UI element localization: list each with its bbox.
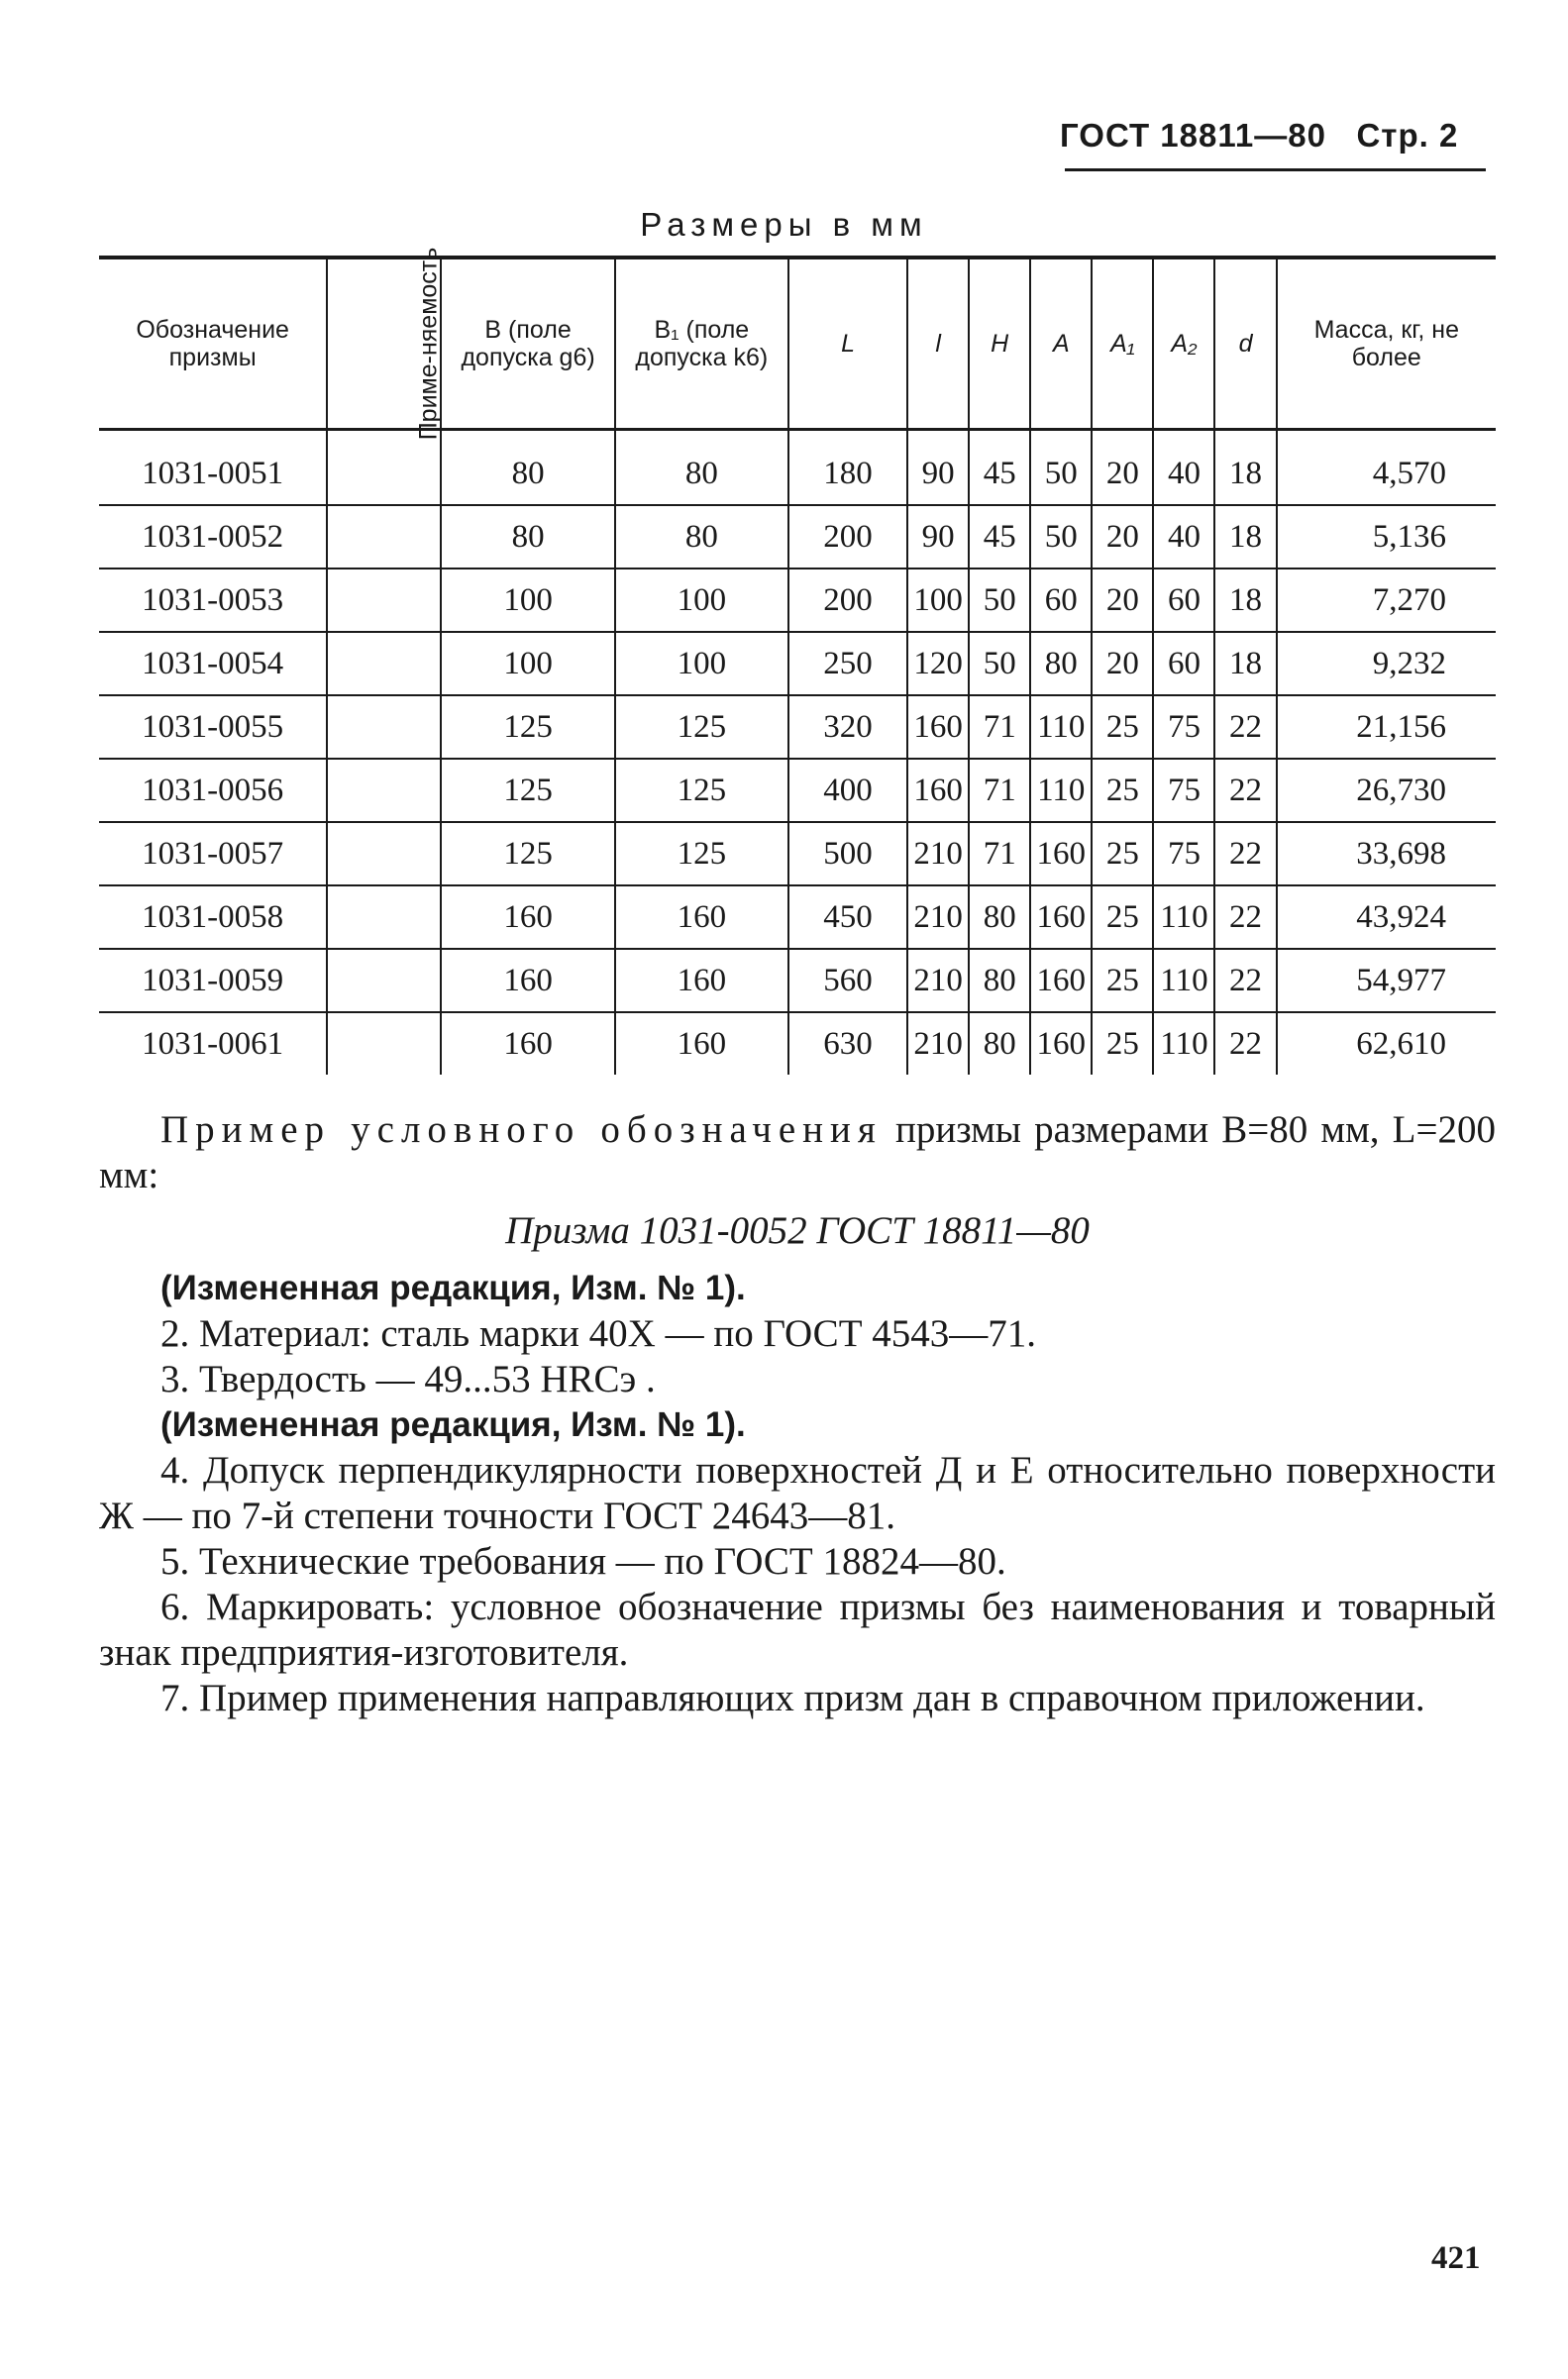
cell-A1: 25 [1092, 759, 1153, 822]
cell-applicability [327, 949, 441, 1012]
cell-code: 1031-0054 [99, 632, 327, 695]
col-header-A: A [1030, 258, 1092, 430]
cell-A: 160 [1030, 949, 1092, 1012]
changed-edition-note-2: (Измененная редакция, Изм. № 1). [160, 1405, 746, 1444]
cell-H: 50 [969, 632, 1030, 695]
cell-B1: 80 [615, 505, 788, 569]
cell-code: 1031-0059 [99, 949, 327, 1012]
cell-l: 90 [907, 505, 969, 569]
cell-mass: 62,610 [1277, 1012, 1496, 1075]
table-row [99, 759, 1496, 822]
cell-B1: 160 [615, 949, 788, 1012]
cell-A1: 25 [1092, 822, 1153, 885]
cell-A: 110 [1030, 695, 1092, 759]
col-header-A2: A₂ [1153, 258, 1214, 430]
col-header-l: l [907, 258, 969, 430]
col-header-designation: Обозначение призмы [99, 258, 327, 430]
note-item-4: 4. Допуск перпендикулярности поверхностей Д и Е относительно поверхности Ж — по 7-й степени точности ГОСТ 24643—81. [99, 1449, 1496, 1537]
cell-applicability [327, 885, 441, 949]
cell-A: 50 [1030, 430, 1092, 506]
example-rest: призмы размерами B=80 мм, L=200 мм: [99, 1108, 1496, 1196]
table-row [99, 1012, 1496, 1075]
col-header-B: B (поле допуска g6) [441, 258, 614, 430]
cell-l: 120 [907, 632, 969, 695]
cell-B: 125 [441, 759, 614, 822]
note-item-3: 3. Твердость — 49...53 HRCэ . [160, 1358, 656, 1400]
cell-A2: 60 [1153, 632, 1214, 695]
cell-mass: 7,270 [1277, 569, 1496, 632]
cell-mass: 5,136 [1277, 505, 1496, 569]
cell-L: 630 [788, 1012, 907, 1075]
cell-B1: 100 [615, 632, 788, 695]
cell-l: 210 [907, 822, 969, 885]
col-header-mass: Масса, кг, не более [1277, 258, 1496, 430]
page-header [1060, 117, 1496, 155]
cell-B: 160 [441, 885, 614, 949]
cell-H: 80 [969, 1012, 1030, 1075]
cell-A: 110 [1030, 759, 1092, 822]
cell-L: 180 [788, 430, 907, 506]
table-row [99, 949, 1496, 1012]
dimensions-table-wrap [99, 247, 1496, 1075]
cell-l: 160 [907, 759, 969, 822]
cell-A1: 25 [1092, 949, 1153, 1012]
cell-H: 71 [969, 822, 1030, 885]
col-header-applicability: Приме-няемость [327, 258, 441, 430]
cell-B1: 160 [615, 885, 788, 949]
cell-B: 100 [441, 632, 614, 695]
cell-l: 160 [907, 695, 969, 759]
dimensions-table [99, 247, 1496, 1075]
cell-d: 18 [1214, 569, 1276, 632]
cell-d: 18 [1214, 430, 1276, 506]
cell-l: 210 [907, 885, 969, 949]
cell-A1: 25 [1092, 885, 1153, 949]
cell-L: 320 [788, 695, 907, 759]
cell-A: 160 [1030, 885, 1092, 949]
cell-applicability [327, 822, 441, 885]
cell-A2: 110 [1153, 885, 1214, 949]
cell-B1: 160 [615, 1012, 788, 1075]
table-row [99, 695, 1496, 759]
cell-L: 500 [788, 822, 907, 885]
cell-A2: 60 [1153, 569, 1214, 632]
cell-A1: 20 [1092, 430, 1153, 506]
cell-L: 200 [788, 569, 907, 632]
cell-A2: 40 [1153, 430, 1214, 506]
cell-applicability [327, 695, 441, 759]
cell-d: 22 [1214, 1012, 1276, 1075]
cell-L: 560 [788, 949, 907, 1012]
cell-code: 1031-0061 [142, 1025, 284, 1062]
cell-code: 1031-0056 [99, 759, 327, 822]
cell-mass: 21,156 [1277, 695, 1496, 759]
cell-B: 160 [441, 1012, 614, 1075]
cell-mass: 9,232 [1277, 632, 1496, 695]
cell-d: 22 [1214, 885, 1276, 949]
changed-edition-note-1: (Измененная редакция, Изм. № 1). [160, 1269, 746, 1307]
cell-A: 160 [1030, 1012, 1092, 1075]
cell-A2: 110 [1153, 949, 1214, 1012]
cell-d: 18 [1214, 632, 1276, 695]
cell-mass: 26,730 [1277, 759, 1496, 822]
cell-d: 22 [1214, 822, 1276, 885]
table-row [99, 430, 1496, 506]
col-header-A1: A₁ [1092, 258, 1153, 430]
note-item-6: 6. Маркировать: условное обозначение призмы без наименования и товарный знак предприятия-изготовителя. [99, 1586, 1496, 1674]
cell-l: 100 [907, 569, 969, 632]
cell-code: 1031-0058 [99, 885, 327, 949]
cell-H: 71 [969, 759, 1030, 822]
cell-B: 100 [441, 569, 614, 632]
example-lead: Пример условного обозначения [160, 1108, 883, 1151]
cell-H: 45 [969, 505, 1030, 569]
example-paragraph [99, 1107, 1496, 1198]
cell-A: 160 [1030, 822, 1092, 885]
cell-code: 1031-0053 [99, 569, 327, 632]
cell-B1: 80 [615, 430, 788, 506]
cell-code: 1031-0051 [99, 430, 327, 506]
page-number: 421 [1431, 2240, 1481, 2276]
cell-B: 80 [441, 430, 614, 506]
cell-H: 45 [969, 430, 1030, 506]
cell-B: 160 [441, 949, 614, 1012]
cell-A2: 110 [1153, 1012, 1214, 1075]
cell-A2: 75 [1153, 759, 1214, 822]
col-header-L: L [788, 258, 907, 430]
body-text [99, 1107, 1496, 1721]
cell-B1: 125 [615, 695, 788, 759]
header-rule [1065, 168, 1486, 171]
cell-L: 450 [788, 885, 907, 949]
cell-B: 125 [441, 695, 614, 759]
cell-A: 80 [1030, 632, 1092, 695]
col-header-B1: B₁ (поле допуска k6) [615, 258, 788, 430]
cell-H: 50 [969, 569, 1030, 632]
cell-A1: 20 [1092, 632, 1153, 695]
cell-mass: 33,698 [1277, 822, 1496, 885]
cell-l: 90 [907, 430, 969, 506]
cell-B1: 125 [615, 822, 788, 885]
note-item-5: 5. Технические требования — по ГОСТ 18824—80. [160, 1540, 1006, 1583]
cell-code: 1031-0057 [99, 822, 327, 885]
cell-H: 80 [969, 885, 1030, 949]
cell-d: 22 [1214, 695, 1276, 759]
table-row [99, 885, 1496, 949]
cell-A: 50 [1030, 505, 1092, 569]
table-row [99, 632, 1496, 695]
cell-L: 400 [788, 759, 907, 822]
table-row [99, 822, 1496, 885]
cell-l: 210 [907, 949, 969, 1012]
dimensions-caption: Размеры в мм [640, 206, 928, 243]
cell-code: 1031-0052 [99, 505, 327, 569]
col-header-H: H [969, 258, 1030, 430]
note-item-7: 7. Пример применения направляющих призм дан в справочном приложении. [160, 1677, 1425, 1719]
cell-A1: 25 [1092, 1012, 1153, 1075]
cell-d: 22 [1214, 759, 1276, 822]
cell-d: 22 [1214, 949, 1276, 1012]
cell-B: 80 [441, 505, 614, 569]
cell-applicability [327, 430, 441, 506]
cell-applicability [327, 759, 441, 822]
example-designation: Призма 1031-0052 ГОСТ 18811—80 [505, 1209, 1090, 1252]
cell-applicability [327, 569, 441, 632]
cell-code: 1031-0055 [99, 695, 327, 759]
table-row [99, 569, 1496, 632]
table-row [99, 505, 1496, 569]
page-label: Стр. 2 [1356, 117, 1459, 154]
cell-A1: 20 [1092, 569, 1153, 632]
cell-B: 125 [441, 822, 614, 885]
col-header-d: d [1214, 258, 1276, 430]
cell-L: 200 [788, 505, 907, 569]
cell-A2: 40 [1153, 505, 1214, 569]
cell-B1: 125 [615, 759, 788, 822]
cell-B1: 100 [615, 569, 788, 632]
cell-A: 60 [1030, 569, 1092, 632]
note-item-2: 2. Материал: сталь марки 40Х — по ГОСТ 4543—71. [160, 1312, 1037, 1355]
standard-number: ГОСТ 18811—80 [1060, 117, 1326, 154]
cell-H: 80 [969, 949, 1030, 1012]
cell-mass: 43,924 [1277, 885, 1496, 949]
table-header-row [99, 258, 1496, 430]
cell-applicability [327, 632, 441, 695]
cell-A2: 75 [1153, 822, 1214, 885]
cell-A1: 20 [1092, 505, 1153, 569]
cell-d: 18 [1214, 505, 1276, 569]
cell-H: 71 [969, 695, 1030, 759]
cell-mass: 4,570 [1277, 430, 1496, 506]
cell-l: 210 [907, 1012, 969, 1075]
cell-A2: 75 [1153, 695, 1214, 759]
cell-applicability [327, 505, 441, 569]
cell-applicability [327, 1012, 441, 1075]
cell-mass: 54,977 [1277, 949, 1496, 1012]
cell-L: 250 [788, 632, 907, 695]
cell-A1: 25 [1092, 695, 1153, 759]
